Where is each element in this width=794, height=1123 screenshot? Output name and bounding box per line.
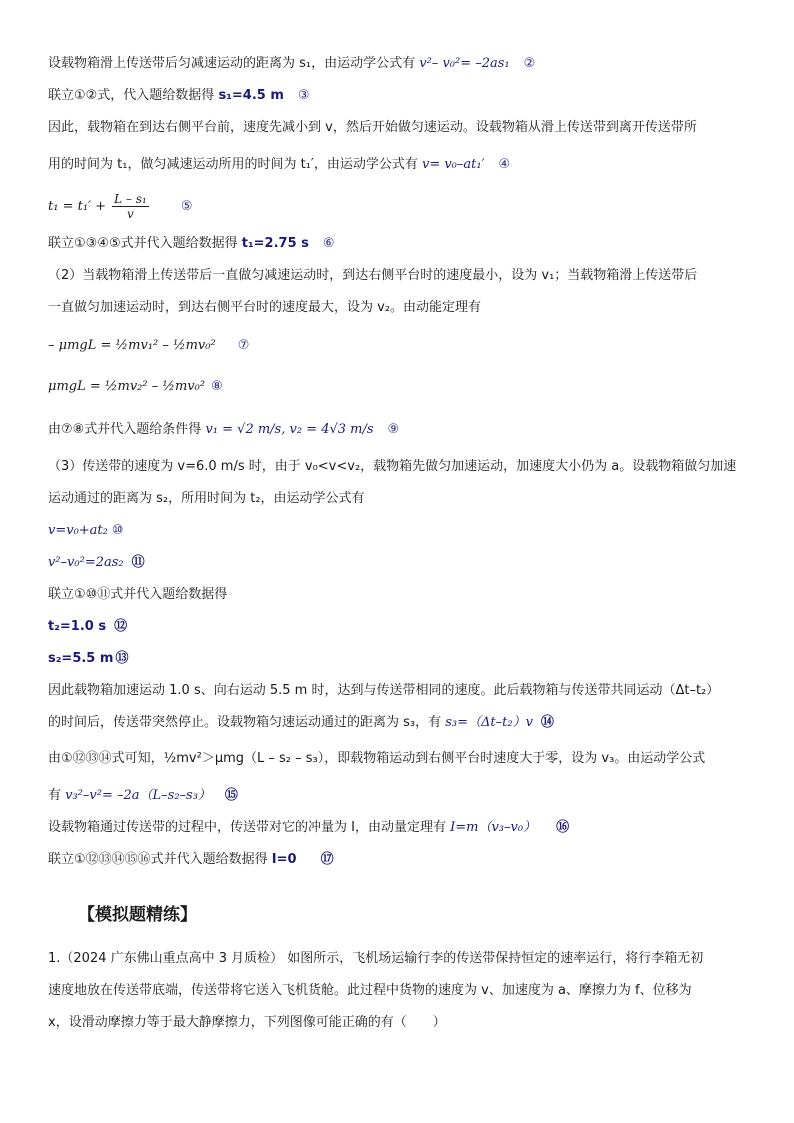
solution-line-2: 联立①②式，代入题给数据得 s₁=4.5 m ③ bbox=[48, 88, 310, 103]
solution-line-23: 设载物箱通过传送带的过程中，传送带对它的冲量为 I，由动量定理有 I=m（v₃–v₀） ⑯ bbox=[48, 820, 570, 835]
solution-line-12: （3）传送带的速度为 v=6.0 m/s 时，由于 v₀<v<v₂，载物箱先做匀加速运动，加速度大小仍为 a。设载物箱做匀加速 bbox=[48, 459, 737, 474]
solution-line-11: 由⑦⑧式并代入题给条件得 v₁ = √2 m/s, v₂ = 4√3 m/s ⑨ bbox=[48, 422, 400, 437]
equation-11: v²–v₀²=2as₂ ⑪ bbox=[48, 555, 145, 570]
solution-line-16: 联立①⑩⑪式并代入题给数据得 bbox=[48, 587, 228, 602]
solution-line-24: 联立①⑫⑬⑭⑮⑯式并代入题给数据得 I=0 ⑰ bbox=[48, 852, 334, 867]
equation-12: t₂=1.0 s ⑫ bbox=[48, 619, 128, 634]
equation-10: v=v₀+at₂ ⑩ bbox=[48, 523, 124, 538]
solution-line-8: 一直做匀加速运动时，到达右侧平台时的速度最大，设为 v₂。由动能定理有 bbox=[48, 300, 482, 315]
equation-5: t₁ = t₁′ + $\frac{\text{L – s₁}}{v}$ ⑤ bbox=[48, 192, 193, 221]
solution-line-7: （2）当载物箱滑上传送带后一直做匀减速运动时，到达右侧平台时的速度最小，设为 v₁；当载物箱滑上传送带后 bbox=[48, 268, 698, 283]
solution-line-21: 由①⑫⑬⑭式可知，½mv²＞μmg（L – s₂ – s₃），即载物箱运动到右侧平台时速度大于零，设为 v₃。由运动学公式 bbox=[48, 751, 706, 766]
solution-line-13: 运动通过的距离为 s₂，所用时间为 t₂，由运动学公式有 bbox=[48, 491, 365, 506]
equation-8: μmgL = ½mv₂² – ½mv₀² ⑧ bbox=[48, 379, 223, 394]
solution-line-19: 因此载物箱加速运动 1.0 s、向右运动 5.5 m 时，达到与传送带相同的速度。此后载物箱与传送带共同运动（Δt–t₂） bbox=[48, 683, 720, 698]
equation-13: s₂=5.5 m ⑬ bbox=[48, 651, 129, 666]
solution-line-3: 因此，载物箱在到达右侧平台前，速度先减小到 v，然后开始做匀速运动。设载物箱从滑上传送带到离开传送带所 bbox=[48, 120, 697, 135]
solution-line-22: 有 v₃²–v²= –2a（L–s₂–s₃） ⑮ bbox=[48, 788, 238, 803]
question-line-3: x，设滑动摩擦力等于最大静摩擦力，下列图像可能正确的有（ ） bbox=[48, 1015, 446, 1030]
question-line-2: 速度地放在传送带底端，传送带将它送入飞机货舱。此过程中货物的速度为 v、加速度为 a、摩擦力为 f、位移为 bbox=[48, 983, 692, 998]
question-line-1: 1.（2024 广东佛山重点高中 3 月质检） 如图所示，飞机场运输行李的传送带保持恒定的速率运行，将行李箱无初 bbox=[48, 951, 704, 966]
solution-line-1: 设载物箱滑上传送带后匀减速运动的距离为 s₁，由运动学公式有 v²– v₀²= –2as₁ ② bbox=[48, 56, 536, 71]
solution-line-20: 的时间后，传送带突然停止。设载物箱匀速运动通过的距离为 s₃，有 s₃=（Δt–t₂）v ⑭ bbox=[48, 715, 554, 730]
section-title: 【模拟题精练】 bbox=[78, 905, 197, 925]
fraction: $\frac{\text{L – s₁}}{v}$ bbox=[114, 192, 147, 221]
equation-7: – μmgL = ½mv₁² – ½mv₀² ⑦ bbox=[48, 338, 250, 353]
solution-line-6: 联立①③④⑤式并代入题给数据得 t₁=2.75 s ⑥ bbox=[48, 236, 335, 251]
solution-line-4: 用的时间为 t₁，做匀减速运动所用的时间为 t₁′，由运动学公式有 v= v₀–at₁′ ④ bbox=[48, 157, 511, 172]
